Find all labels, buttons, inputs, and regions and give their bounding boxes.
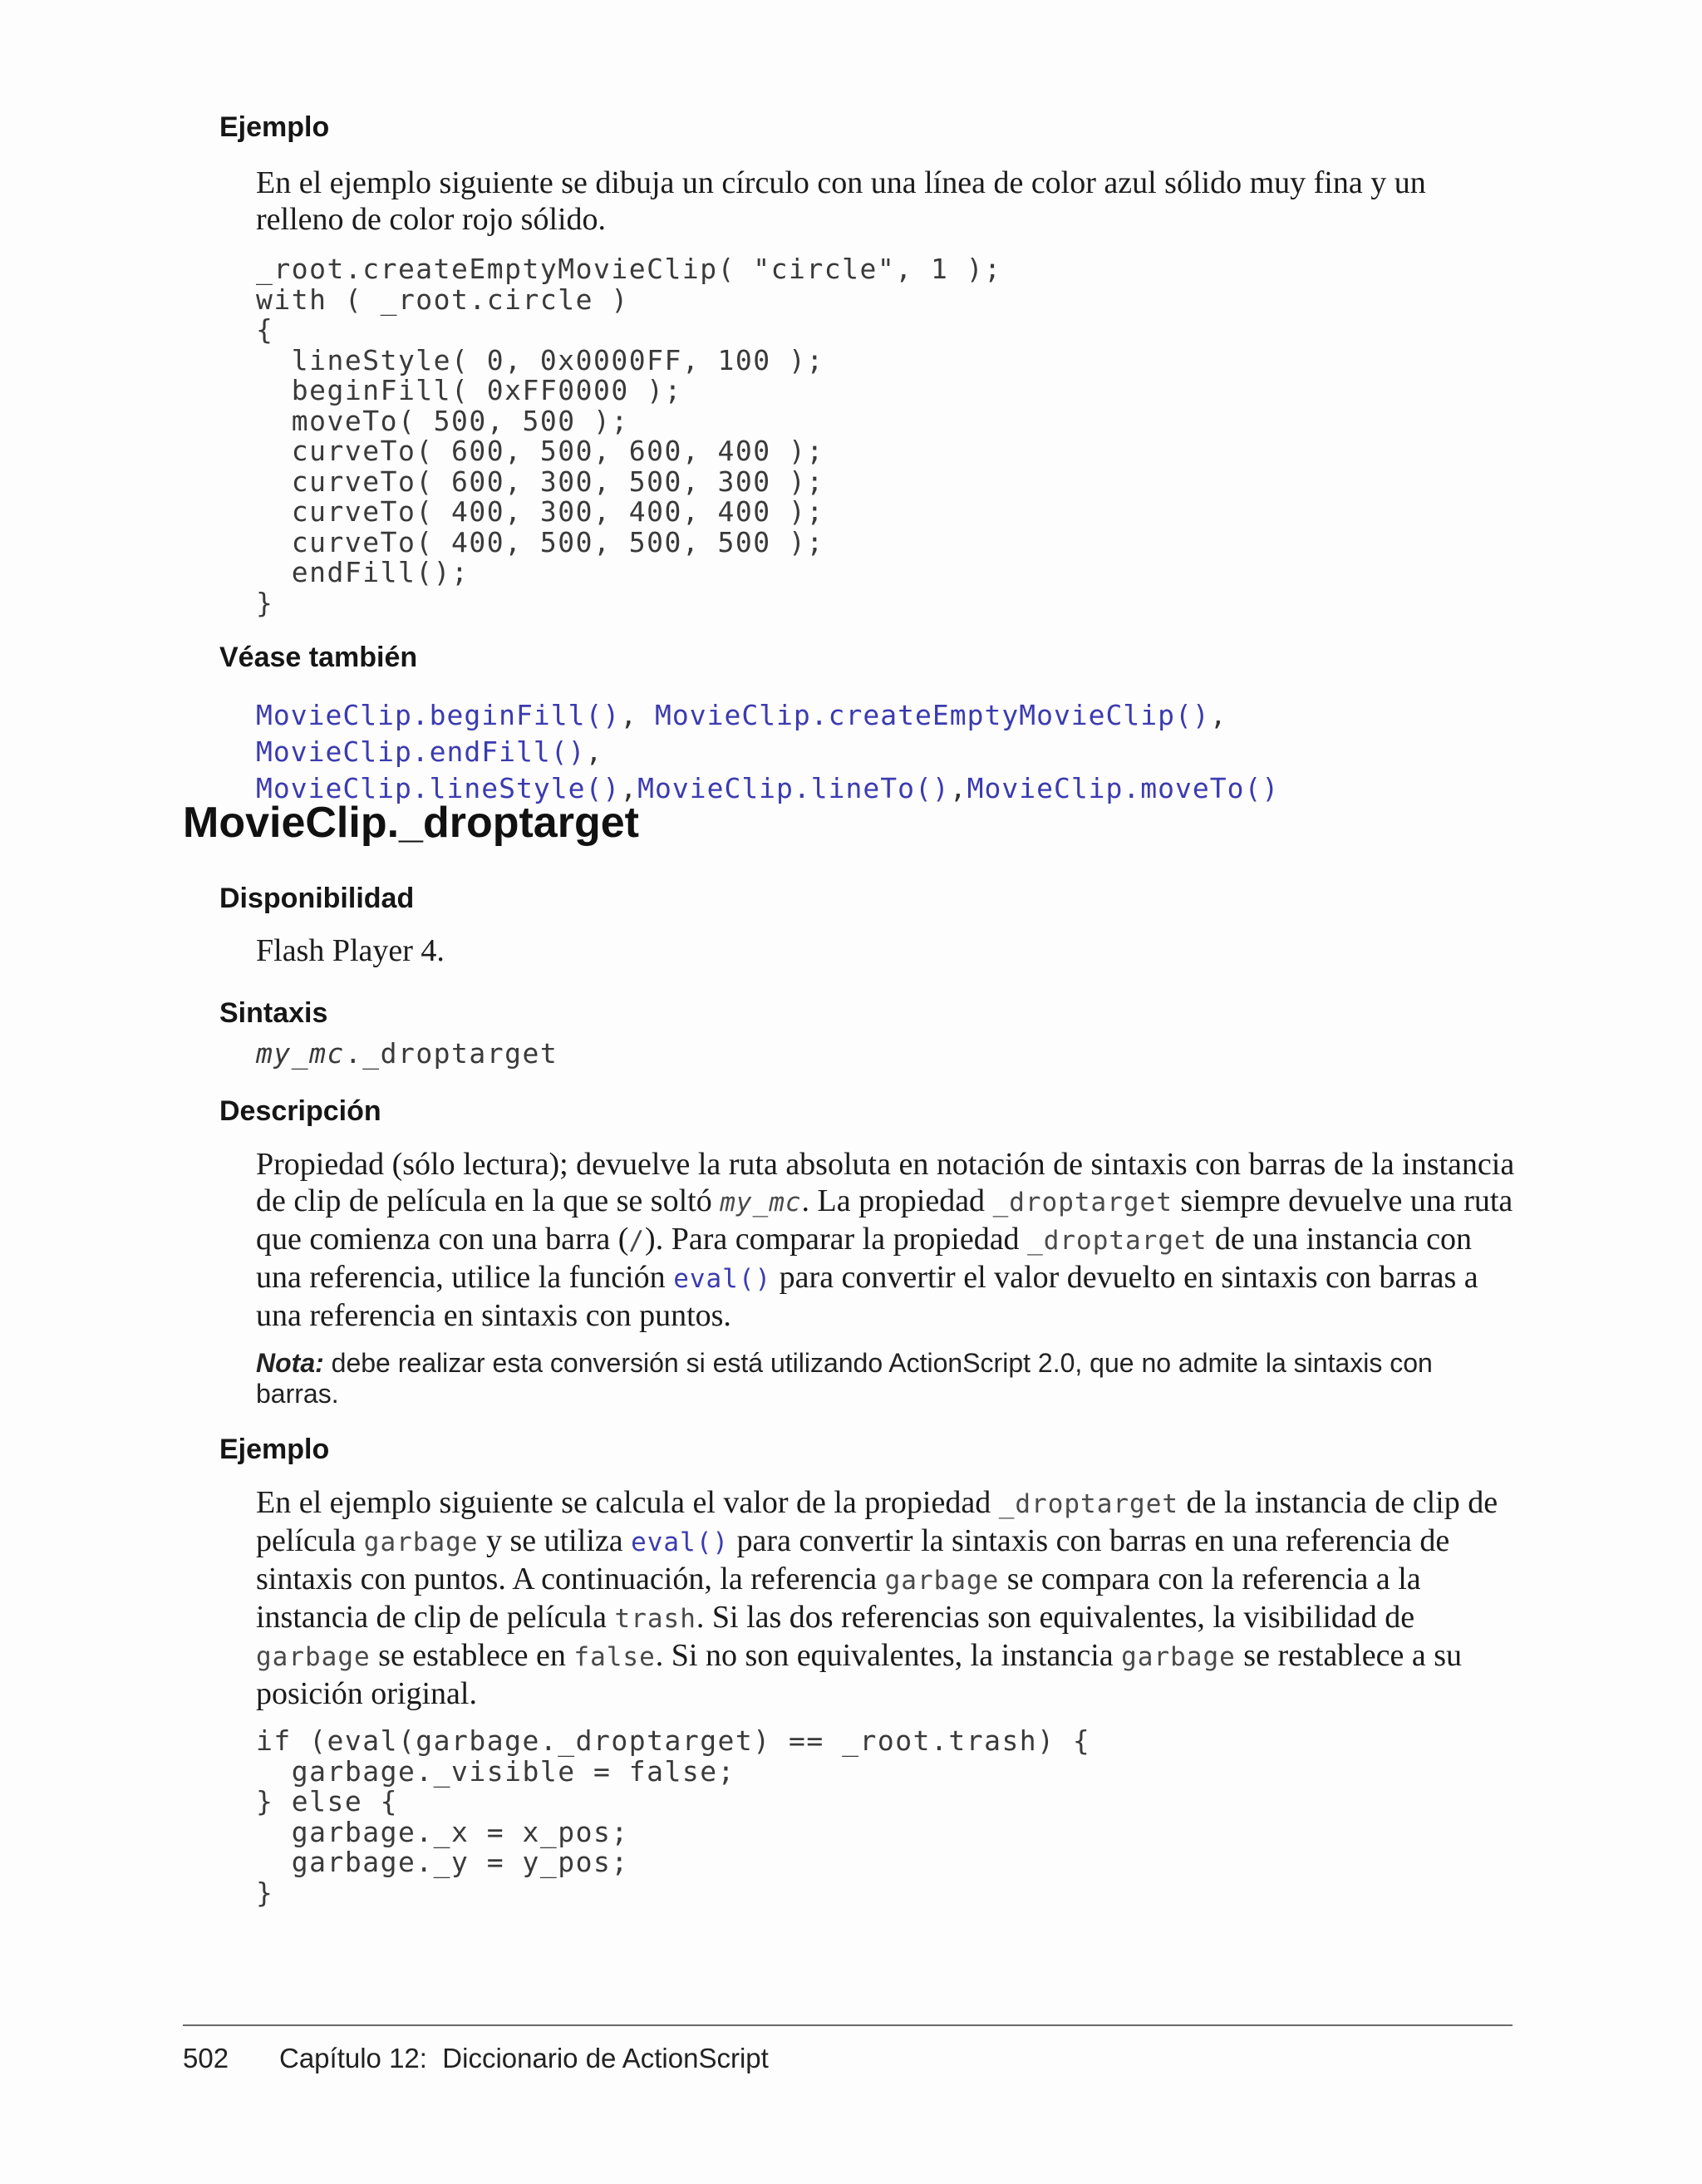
example-description-2: En el ejemplo siguiente se calcula el valor de la propiedad _droptarget de la instancia de clip de película garbage y se utiliza eval() para convertir la sintaxis con barras en una referencia de sintaxis con puntos. A continuación, la referencia garbage se compara con la referencia a la instancia de clip de película trash. Si las dos referencias son equivalentes, la visibilidad de garbage se establece en false. Si no son equivalentes, la instancia garbage se restablece a su posición original. bbox=[256, 1485, 1498, 1711]
link-beginfill[interactable]: MovieClip.beginFill() bbox=[256, 699, 621, 731]
inline-code-garbage: garbage bbox=[256, 1642, 371, 1672]
see-also-links: MovieClip.beginFill(), MovieClip.createEmptyMovieClip(), MovieClip.endFill(), MovieClip.lineStyle(),MovieClip.lineTo(),MovieClip.moveTo() bbox=[256, 699, 1280, 804]
syntax-heading: Sintaxis bbox=[219, 997, 328, 1029]
syntax-code bbox=[256, 1039, 558, 1070]
description-text: Propiedad (sólo lectura); devuelve la ruta absoluta en notación de sintaxis con barras de la instancia de clip de película en la que se soltó my_mc. La propiedad _droptarget siempre devuelve una ruta que comienza con una barra (/). Para comparar la propiedad _droptarget de una instancia con una referencia, utilice la función eval() para convertir el valor devuelto en sintaxis con barras a una referencia en sintaxis con puntos. bbox=[256, 1147, 1515, 1333]
inline-link-eval[interactable]: eval() bbox=[631, 1527, 730, 1557]
note-label: Nota: bbox=[256, 1348, 324, 1378]
availability-heading: Disponibilidad bbox=[219, 883, 415, 914]
description-heading: Descripción bbox=[219, 1095, 381, 1127]
example-heading: Ejemplo bbox=[219, 111, 330, 143]
link-createemptymovieclip[interactable]: MovieClip.createEmptyMovieClip() bbox=[654, 699, 1210, 731]
availability-text: Flash Player 4. bbox=[256, 933, 445, 968]
note-text: Nota: debe realizar esta conversión si está utilizando ActionScript 2.0, que no admite la sintaxis con barras. bbox=[256, 1348, 1433, 1409]
inline-code-garbage: garbage bbox=[363, 1527, 479, 1557]
inline-code-garbage: garbage bbox=[884, 1566, 1000, 1596]
chapter-title: Capítulo 12: Diccionario de ActionScript bbox=[279, 2043, 769, 2073]
inline-code-trash: trash bbox=[614, 1604, 696, 1634]
code-block-circle: _root.createEmptyMovieClip( "circle", 1 ); with ( _root.circle ) { lineStyle( 0, 0x0000FF, 100 ); beginFill( 0xFF0000 ); moveTo( 500, 500 ); curveTo( 600, 500, 600, 400 ); curveTo( 600, 300, 500, 300 ); curveTo( 400, 300, 400, 400 ); curveTo( 400, 500, 500, 500 ); endFill(); } bbox=[256, 253, 1002, 619]
example-description: En el ejemplo siguiente se dibuja un círculo con una línea de color azul sólido muy fina y un relleno de color rojo sólido. bbox=[256, 165, 1426, 237]
inline-code-droptarget: _droptarget bbox=[992, 1188, 1173, 1217]
link-lineto[interactable]: MovieClip.lineTo() bbox=[637, 772, 950, 804]
link-endfill[interactable]: MovieClip.endFill() bbox=[256, 735, 586, 768]
inline-code-droptarget: _droptarget bbox=[1027, 1226, 1208, 1256]
syntax-instance: my_mc bbox=[256, 1037, 345, 1070]
entry-title: MovieClip._droptarget bbox=[183, 799, 639, 847]
page-number: 502 bbox=[183, 2043, 229, 2073]
inline-code-false: false bbox=[573, 1642, 656, 1672]
inline-code-droptarget: _droptarget bbox=[998, 1489, 1179, 1519]
link-moveto[interactable]: MovieClip.moveTo() bbox=[967, 772, 1280, 804]
inline-code-garbage: garbage bbox=[1121, 1642, 1236, 1672]
inline-code-my-mc: my_mc bbox=[720, 1188, 802, 1217]
code-block-droptarget: if (eval(garbage._droptarget) == _root.trash) { garbage._visible = false; } else { garbage._x = x_pos; garbage._y = y_pos; } bbox=[256, 1724, 1091, 1909]
footer-divider bbox=[183, 2024, 1513, 2026]
link-linestyle[interactable]: MovieClip.lineStyle() bbox=[256, 772, 621, 804]
see-also-heading: Véase también bbox=[219, 642, 418, 673]
example-heading-2: Ejemplo bbox=[219, 1434, 330, 1465]
inline-link-eval[interactable]: eval() bbox=[673, 1264, 772, 1294]
syntax-property: ._droptarget bbox=[344, 1037, 558, 1070]
inline-code-slash: / bbox=[628, 1226, 646, 1256]
